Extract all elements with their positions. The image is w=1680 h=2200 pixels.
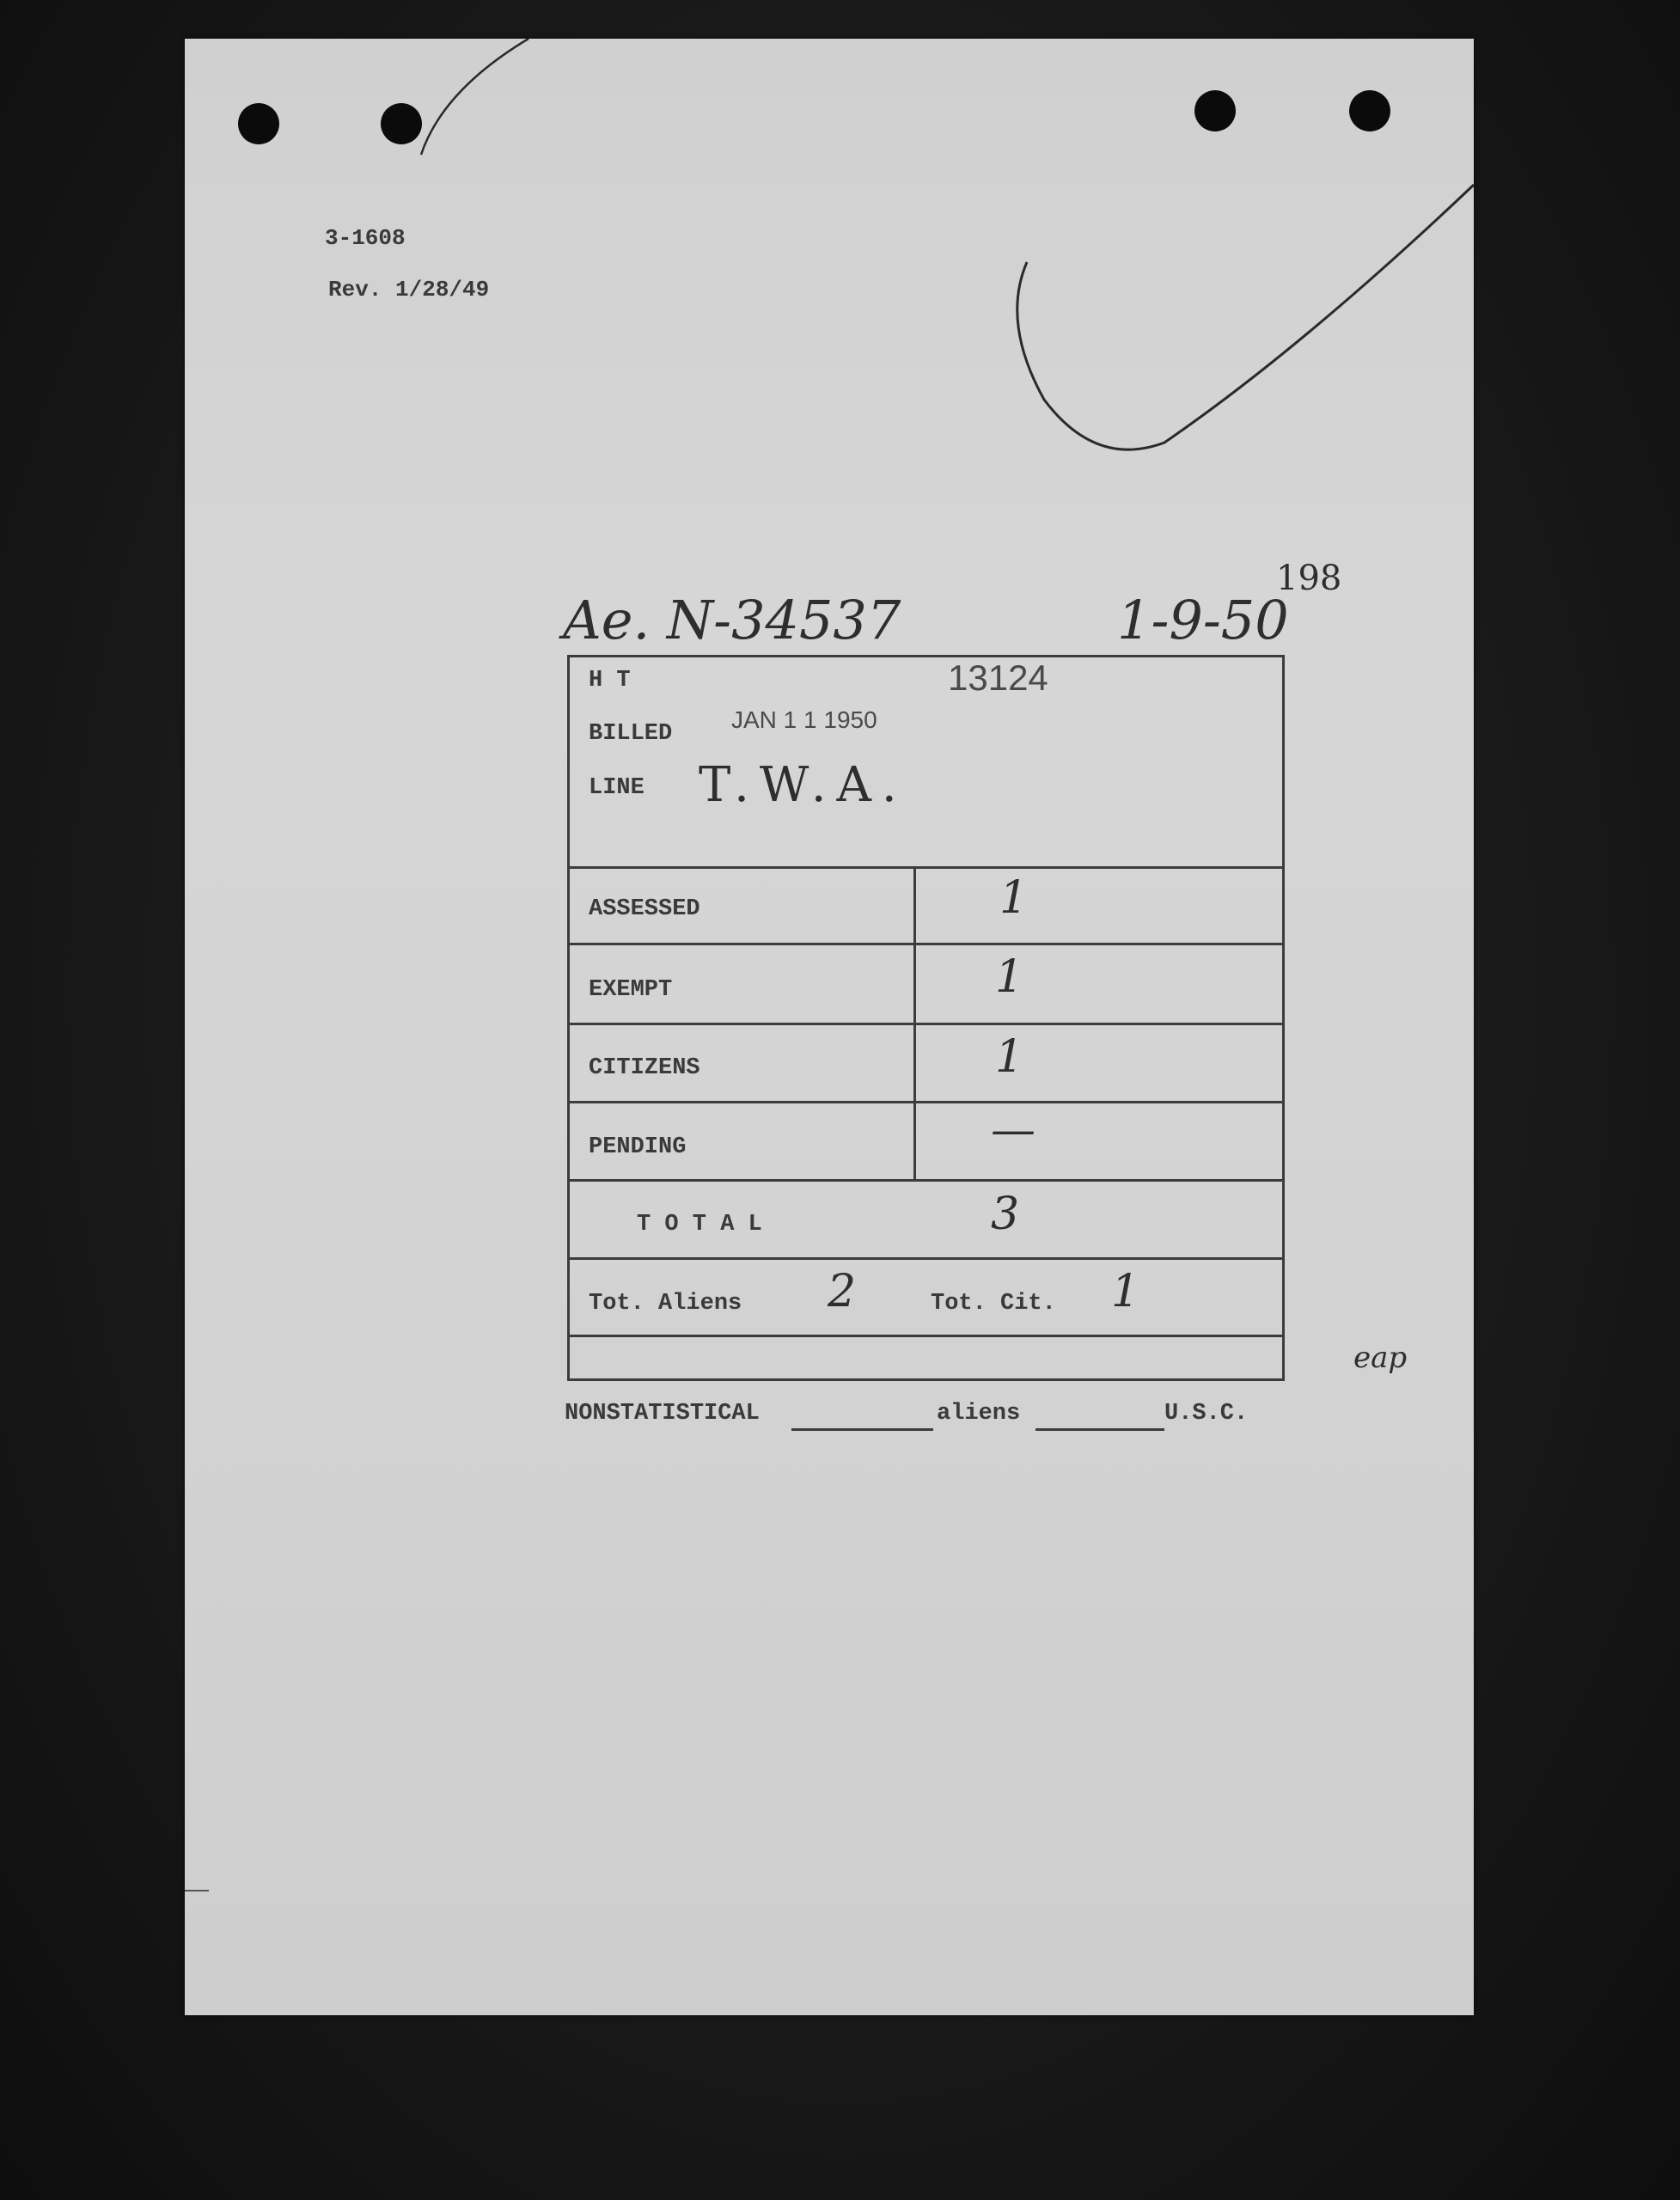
pending-label: PENDING (589, 1134, 687, 1160)
tot-cit-label: Tot. Cit. (931, 1291, 1056, 1317)
exempt-label: EXEMPT (589, 977, 673, 1003)
form-number: 3-1608 (325, 225, 406, 251)
tot-aliens-label: Tot. Aliens (589, 1291, 742, 1317)
nonstatistical-usc-blank (1035, 1428, 1164, 1431)
form-revision: Rev. 1/28/49 (328, 277, 490, 302)
rule (570, 1257, 1282, 1260)
handwritten-number: 198 (1276, 559, 1342, 598)
initials: eap (1353, 1341, 1408, 1375)
assessed-value: 1 (999, 872, 1029, 924)
tot-aliens-value: 2 (828, 1266, 857, 1317)
total-value: 3 (991, 1189, 1020, 1240)
line-value: T.W.A. (699, 757, 907, 813)
nonstatistical-aliens-blank (791, 1428, 933, 1431)
document-page (185, 39, 1474, 2015)
citizens-value: 1 (995, 1031, 1024, 1083)
rule (570, 1023, 1282, 1025)
pending-value: — (991, 1104, 1035, 1156)
serial-stamp: 13124 (948, 657, 1048, 698)
billed-date-stamp: JAN 1 1 1950 (731, 706, 877, 733)
rule (570, 943, 1282, 945)
ht-label: H T (589, 668, 631, 694)
citizens-label: CITIZENS (589, 1055, 700, 1081)
handwritten-date: 1-9-50 (1117, 589, 1289, 651)
billed-label: BILLED (589, 721, 673, 747)
assessed-label: ASSESSED (589, 896, 700, 922)
line-label: LINE (589, 775, 645, 801)
ledger-box (567, 655, 1285, 1381)
tot-cit-value: 1 (1111, 1266, 1140, 1317)
handwritten-reference: Ae. N-34537 (563, 589, 901, 651)
rule (570, 866, 1282, 869)
rule (570, 1101, 1282, 1103)
aliens-label: aliens (937, 1401, 1021, 1427)
total-label: T O T A L (637, 1212, 762, 1238)
exempt-value: 1 (995, 951, 1024, 1003)
nonstatistical-label: NONSTATISTICAL (565, 1401, 760, 1427)
column-divider (913, 866, 916, 1179)
rule (570, 1179, 1282, 1182)
rule (570, 1335, 1282, 1337)
usc-label: U.S.C. (1164, 1401, 1249, 1427)
